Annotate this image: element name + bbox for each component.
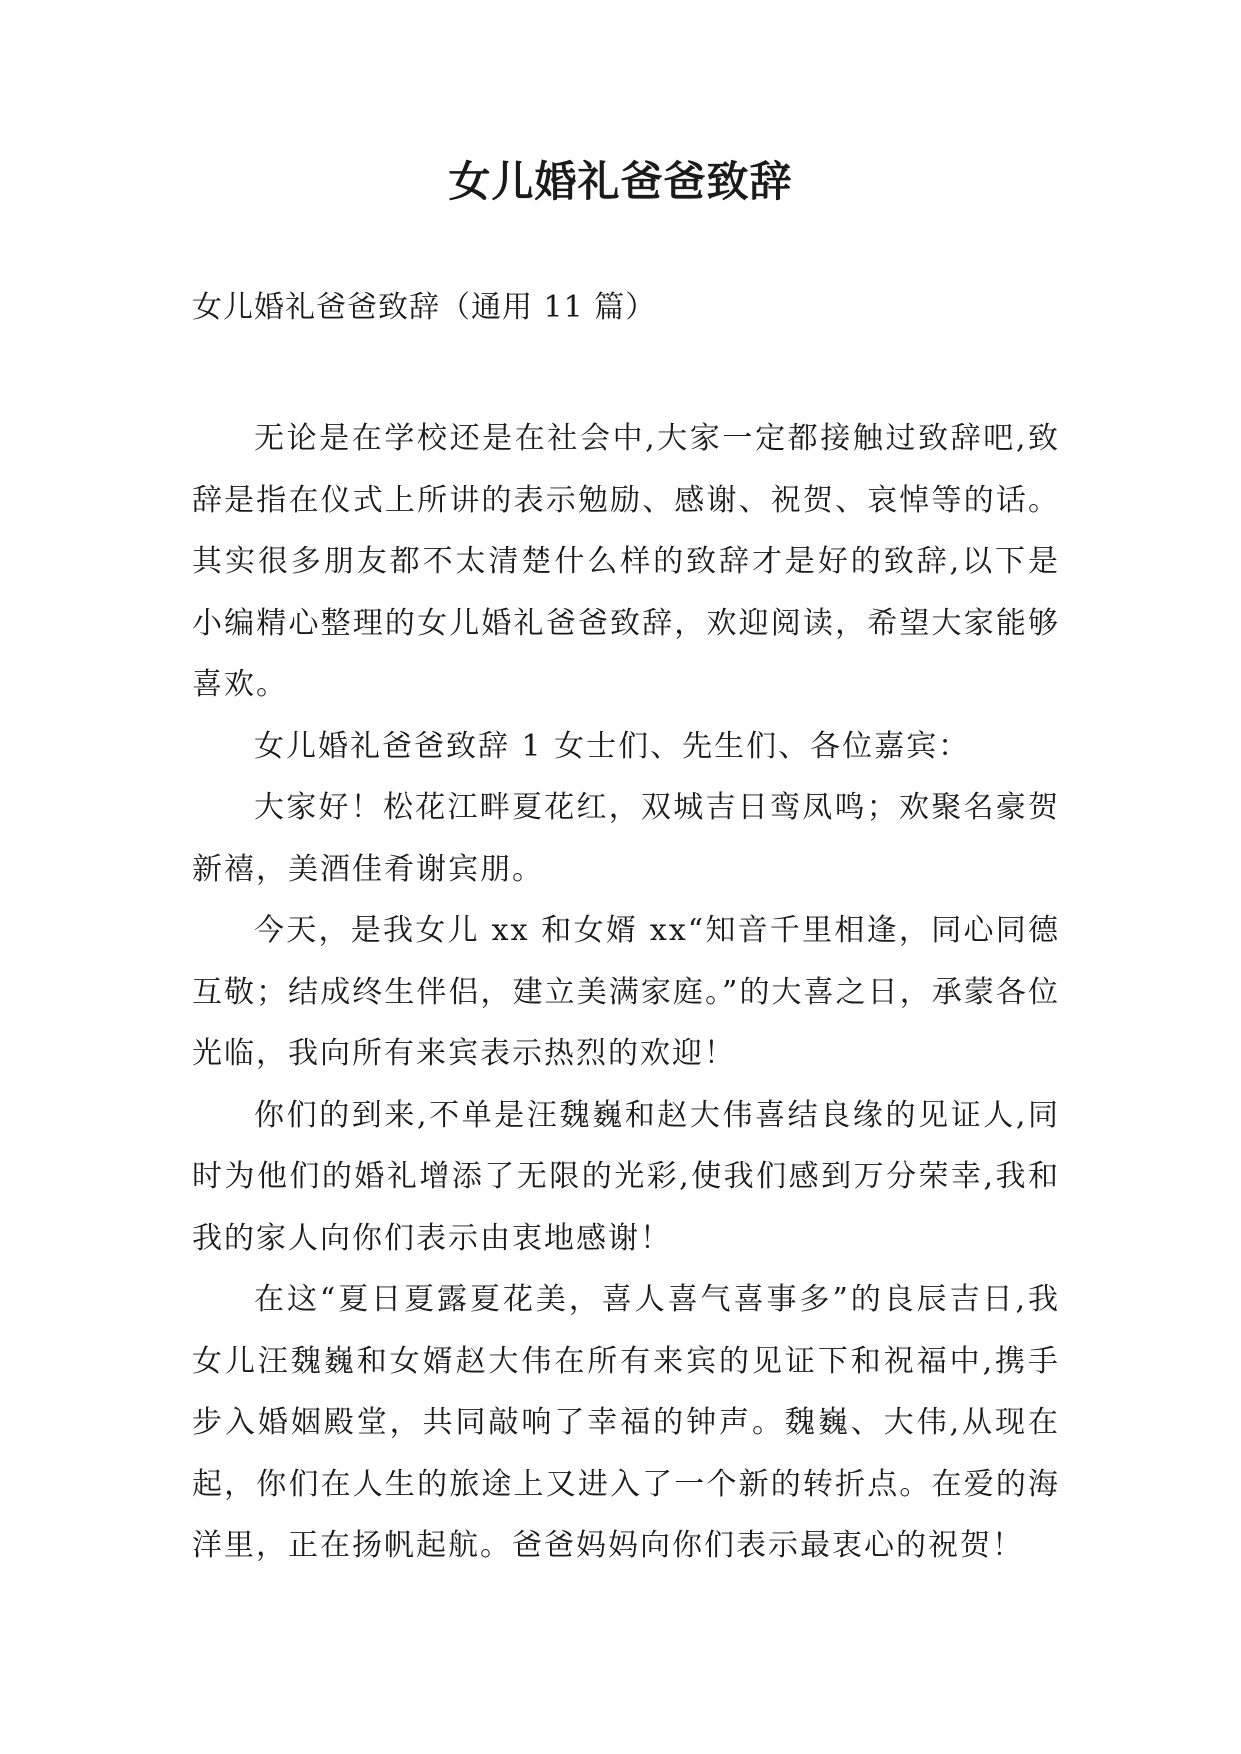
paragraph-greeting: 女儿婚礼爸爸致辞 1 女士们、先生们、各位嘉宾：	[254, 728, 971, 764]
paragraph-intro: 无论是在学校还是在社会中,大家一定都接触过致辞吧,致辞是指在仪式上所讲的表示勉励、感谢、祝贺、哀悼等的话。其实很多朋友都不太清楚什么样的致辞才是好的致辞,以下是小编精心整理的女儿婚礼爸爸致辞，欢迎阅读，希望大家能够喜欢。	[192, 421, 1060, 702]
paragraph-thanks: 你们的到来,不单是汪魏巍和赵大伟喜结良缘的见证人,同时为他们的婚礼增添了无限的光彩,使我们感到万分荣幸,我和我的家人向你们表示由衷地感谢！	[192, 1097, 1060, 1256]
document-body	[192, 408, 1060, 1577]
document-title: 女儿婚礼爸爸致辞	[448, 157, 793, 206]
paragraph-welcome: 大家好！松花江畔夏花红，双城吉日鸾凤鸣；欢聚名豪贺新禧，美酒佳肴谢宾朋。	[192, 790, 1060, 887]
paragraph-blessing: 在这“夏日夏露夏花美，喜人喜气喜事多”的良辰吉日,我女儿汪魏巍和女婿赵大伟在所有来宾的见证下和祝福中,携手步入婚姻殿堂，共同敲响了幸福的钟声。魏巍、大伟,从现在起，你们在人生的旅途上又进入了一个新的转折点。在爱的海洋里，正在扬帆起航。爸爸妈妈向你们表示最衷心的祝贺！	[192, 1282, 1060, 1563]
paragraph-today: 今天，是我女儿 xx 和女婿 xx“知音千里相逢，同心同德互敬；结成终生伴侣，建立美满家庭。”的大喜之日，承蒙各位光临，我向所有来宾表示热烈的欢迎！	[192, 913, 1060, 1071]
document-subtitle: 女儿婚礼爸爸致辞（通用 11 篇）	[192, 290, 657, 325]
